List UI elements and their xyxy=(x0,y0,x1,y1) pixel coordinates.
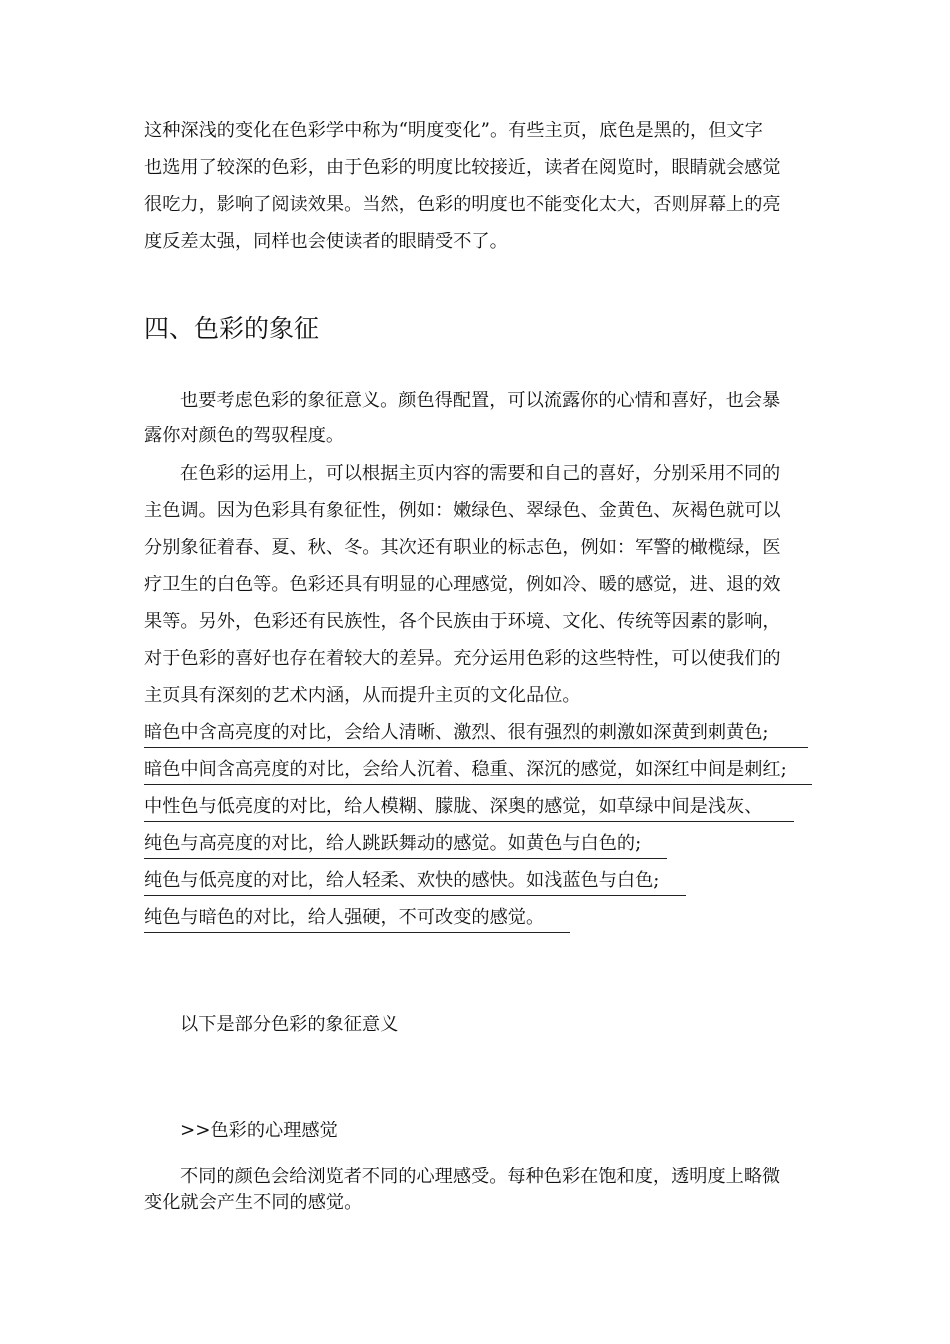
contrast-line-1: 暗色中含高亮度的对比，会给人清晰、激烈、很有强烈的刺激如深黄到刺黄色; xyxy=(144,723,808,748)
intro-line-1: 这种深浅的变化在色彩学中称为“明度变化”。有些主页，底色是黑的，但文字 xyxy=(144,121,763,141)
intro-line-3: 很吃力，影响了阅读效果。当然，色彩的明度也不能变化太大，否则屏幕上的亮 xyxy=(144,195,781,215)
intro-line-2: 也选用了较深的色彩，由于色彩的明度比较接近，读者在阅览时，眼睛就会感觉 xyxy=(144,158,781,178)
para1-line-2: 露你对颜色的驾驭程度。 xyxy=(144,426,345,446)
para2-line-3: 分别象征着春、夏、秋、冬。其次还有职业的标志色，例如：军警的橄榄绿，医 xyxy=(144,538,781,558)
para2-line-5: 果等。另外，色彩还有民族性，各个民族由于环境、文化、传统等因素的影响， xyxy=(144,612,781,632)
contrast-line-6: 纯色与暗色的对比，给人强硬，不可改变的感觉。 xyxy=(144,908,570,933)
para2-line-6: 对于色彩的喜好也存在着较大的差异。充分运用色彩的这些特性，可以使我们的 xyxy=(144,649,781,669)
contrast-line-4: 纯色与高亮度的对比，给人跳跃舞动的感觉。如黄色与白色的; xyxy=(144,834,667,859)
para2-line-2: 主色调。因为色彩具有象征性，例如：嫩绿色、翠绿色、金黄色、灰褐色就可以 xyxy=(144,501,781,521)
subheading: >>色彩的心理感觉 xyxy=(180,1121,338,1141)
intro-line-4: 度反差太强，同样也会使读者的眼睛受不了。 xyxy=(144,232,508,252)
contrast-line-3: 中性色与低亮度的对比，给人模糊、朦胧、深奥的感觉，如草绿中间是浅灰、 xyxy=(144,797,794,822)
symbolic-intro: 以下是部分色彩的象征意义 xyxy=(180,1015,399,1035)
para2-line-4: 疗卫生的白色等。色彩还具有明显的心理感觉，例如冷、暖的感觉，进、退的效 xyxy=(144,575,781,595)
section-heading: 四、色彩的象征 xyxy=(144,314,320,343)
para2-line-1: 在色彩的运用上，可以根据主页内容的需要和自己的喜好，分别采用不同的 xyxy=(180,464,781,484)
closing-line-2: 变化就会产生不同的感觉。 xyxy=(144,1193,363,1213)
closing-line-1: 不同的颜色会给浏览者不同的心理感受。每种色彩在饱和度，透明度上略微 xyxy=(180,1167,781,1187)
contrast-line-2: 暗色中间含高亮度的对比，会给人沉着、稳重、深沉的感觉，如深红中间是刺红; xyxy=(144,760,812,785)
contrast-line-5: 纯色与低亮度的对比，给人轻柔、欢快的感快。如浅蓝色与白色; xyxy=(144,871,686,896)
para2-line-7: 主页具有深刻的艺术内涵，从而提升主页的文化品位。 xyxy=(144,686,581,706)
para1-line-1: 也要考虑色彩的象征意义。颜色得配置，可以流露你的心情和喜好，也会暴 xyxy=(180,391,781,411)
